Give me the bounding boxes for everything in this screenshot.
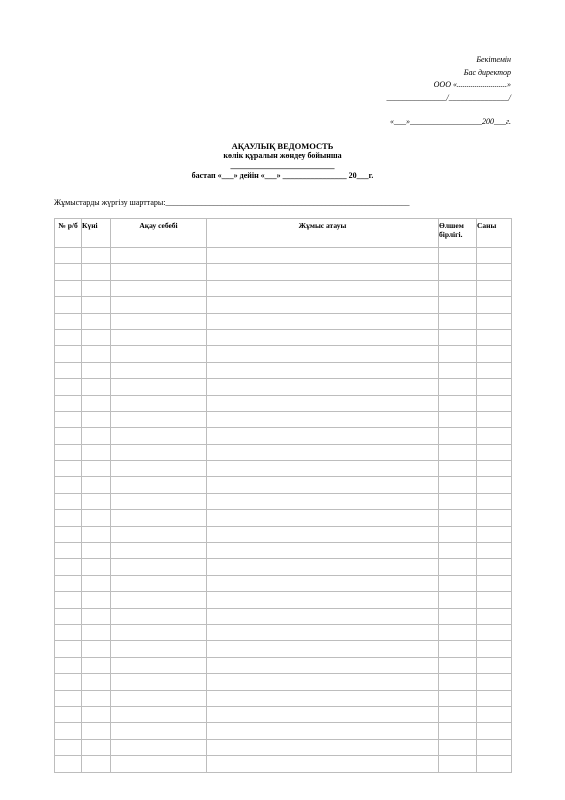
cell-work-name[interactable] bbox=[207, 510, 439, 526]
cell-date[interactable] bbox=[82, 559, 111, 575]
table-row bbox=[55, 379, 512, 395]
cell-work-name[interactable] bbox=[207, 395, 439, 411]
cell-number[interactable] bbox=[55, 264, 82, 280]
cell-number[interactable] bbox=[55, 641, 82, 657]
cell-defect-cause[interactable] bbox=[111, 559, 207, 575]
period-line: бастап «___» дейін «___» ________________ 20___г. bbox=[191, 171, 374, 180]
cell-number[interactable] bbox=[55, 756, 82, 772]
table-row bbox=[55, 739, 512, 755]
cell-work-name[interactable] bbox=[207, 379, 439, 395]
column-header-date: Күні bbox=[82, 219, 111, 248]
cell-number[interactable] bbox=[55, 723, 82, 739]
cell-date[interactable] bbox=[82, 313, 111, 329]
document-subtitle: көлік құралын жөндеу бойынша bbox=[223, 151, 342, 160]
cell-date[interactable] bbox=[82, 248, 111, 264]
approval-line-date: «___»__________________200___г. bbox=[389, 117, 511, 126]
cell-number[interactable] bbox=[55, 510, 82, 526]
cell-unit[interactable] bbox=[439, 641, 477, 657]
cell-date[interactable] bbox=[82, 280, 111, 296]
cell-number[interactable] bbox=[55, 739, 82, 755]
cell-work-name[interactable] bbox=[207, 461, 439, 477]
table-row bbox=[55, 428, 512, 444]
cell-date[interactable] bbox=[82, 657, 111, 673]
cell-work-name[interactable] bbox=[207, 723, 439, 739]
cell-work-name[interactable] bbox=[207, 674, 439, 690]
cell-quantity[interactable] bbox=[477, 592, 512, 608]
cell-number[interactable] bbox=[55, 461, 82, 477]
cell-date[interactable] bbox=[82, 510, 111, 526]
table-row bbox=[55, 329, 512, 345]
cell-work-name[interactable] bbox=[207, 411, 439, 427]
cell-defect-cause[interactable] bbox=[111, 477, 207, 493]
table-row bbox=[55, 543, 512, 559]
cell-defect-cause[interactable] bbox=[111, 756, 207, 772]
cell-unit[interactable] bbox=[439, 559, 477, 575]
cell-number[interactable] bbox=[55, 608, 82, 624]
cell-unit[interactable] bbox=[439, 575, 477, 591]
cell-work-name[interactable] bbox=[207, 329, 439, 345]
table-body bbox=[55, 248, 512, 773]
table-row bbox=[55, 641, 512, 657]
cell-quantity[interactable] bbox=[477, 297, 512, 313]
cell-unit[interactable] bbox=[439, 543, 477, 559]
cell-unit[interactable] bbox=[439, 657, 477, 673]
column-header-quantity: Саны bbox=[477, 219, 512, 248]
cell-unit[interactable] bbox=[439, 739, 477, 755]
cell-work-name[interactable] bbox=[207, 313, 439, 329]
table-row bbox=[55, 411, 512, 427]
cell-quantity[interactable] bbox=[477, 329, 512, 345]
cell-number[interactable] bbox=[55, 526, 82, 542]
cell-quantity[interactable] bbox=[477, 379, 512, 395]
cell-quantity[interactable] bbox=[477, 493, 512, 509]
cell-quantity[interactable] bbox=[477, 641, 512, 657]
cell-defect-cause[interactable] bbox=[111, 674, 207, 690]
cell-quantity[interactable] bbox=[477, 624, 512, 640]
approval-line-approve: Бекітемін bbox=[476, 55, 511, 64]
cell-date[interactable] bbox=[82, 608, 111, 624]
cell-date[interactable] bbox=[82, 362, 111, 378]
vehicle-blank-line: __________________________ bbox=[230, 161, 335, 170]
cell-defect-cause[interactable] bbox=[111, 657, 207, 673]
cell-quantity[interactable] bbox=[477, 248, 512, 264]
cell-number[interactable] bbox=[55, 395, 82, 411]
cell-quantity[interactable] bbox=[477, 526, 512, 542]
cell-defect-cause[interactable] bbox=[111, 510, 207, 526]
cell-quantity[interactable] bbox=[477, 280, 512, 296]
table-row bbox=[55, 477, 512, 493]
cell-number[interactable] bbox=[55, 280, 82, 296]
approval-line-signature: _______________/_______________/ bbox=[386, 92, 511, 102]
cell-work-name[interactable] bbox=[207, 592, 439, 608]
cell-date[interactable] bbox=[82, 477, 111, 493]
table-row bbox=[55, 346, 512, 362]
cell-quantity[interactable] bbox=[477, 395, 512, 411]
cell-defect-cause[interactable] bbox=[111, 592, 207, 608]
table-row bbox=[55, 264, 512, 280]
table-row bbox=[55, 461, 512, 477]
table-row bbox=[55, 444, 512, 460]
cell-quantity[interactable] bbox=[477, 575, 512, 591]
cell-defect-cause[interactable] bbox=[111, 723, 207, 739]
table-row bbox=[55, 592, 512, 608]
cell-defect-cause[interactable] bbox=[111, 379, 207, 395]
column-header-unit: Өлшем бірлігі. bbox=[439, 219, 477, 248]
cell-date[interactable] bbox=[82, 674, 111, 690]
cell-defect-cause[interactable] bbox=[111, 297, 207, 313]
cell-date[interactable] bbox=[82, 346, 111, 362]
cell-unit[interactable] bbox=[439, 362, 477, 378]
cell-date[interactable] bbox=[82, 329, 111, 345]
table-row bbox=[55, 723, 512, 739]
cell-work-name[interactable] bbox=[207, 362, 439, 378]
cell-unit[interactable] bbox=[439, 461, 477, 477]
cell-unit[interactable] bbox=[439, 395, 477, 411]
cell-number[interactable] bbox=[55, 428, 82, 444]
cell-defect-cause[interactable] bbox=[111, 313, 207, 329]
cell-defect-cause[interactable] bbox=[111, 526, 207, 542]
cell-work-name[interactable] bbox=[207, 624, 439, 640]
cell-number[interactable] bbox=[55, 379, 82, 395]
cell-number[interactable] bbox=[55, 297, 82, 313]
table-row bbox=[55, 690, 512, 706]
approval-block bbox=[387, 54, 511, 129]
cell-unit[interactable] bbox=[439, 264, 477, 280]
cell-number[interactable] bbox=[55, 444, 82, 460]
cell-number[interactable] bbox=[55, 706, 82, 722]
cell-quantity[interactable] bbox=[477, 723, 512, 739]
cell-unit[interactable] bbox=[439, 674, 477, 690]
cell-quantity[interactable] bbox=[477, 461, 512, 477]
cell-defect-cause[interactable] bbox=[111, 395, 207, 411]
approval-spacer bbox=[387, 104, 511, 116]
cell-quantity[interactable] bbox=[477, 313, 512, 329]
cell-number[interactable] bbox=[55, 411, 82, 427]
cell-date[interactable] bbox=[82, 592, 111, 608]
cell-quantity[interactable] bbox=[477, 346, 512, 362]
cell-defect-cause[interactable] bbox=[111, 444, 207, 460]
table-row bbox=[55, 493, 512, 509]
cell-quantity[interactable] bbox=[477, 510, 512, 526]
cell-work-name[interactable] bbox=[207, 706, 439, 722]
cell-quantity[interactable] bbox=[477, 706, 512, 722]
defect-table bbox=[54, 218, 512, 773]
cell-defect-cause[interactable] bbox=[111, 461, 207, 477]
cell-unit[interactable] bbox=[439, 428, 477, 444]
cell-unit[interactable] bbox=[439, 313, 477, 329]
cell-quantity[interactable] bbox=[477, 444, 512, 460]
cell-work-name[interactable] bbox=[207, 280, 439, 296]
cell-unit[interactable] bbox=[439, 706, 477, 722]
cell-defect-cause[interactable] bbox=[111, 739, 207, 755]
cell-work-name[interactable] bbox=[207, 543, 439, 559]
table-row bbox=[55, 559, 512, 575]
cell-quantity[interactable] bbox=[477, 362, 512, 378]
cell-work-name[interactable] bbox=[207, 346, 439, 362]
cell-work-name[interactable] bbox=[207, 493, 439, 509]
table-row bbox=[55, 756, 512, 772]
cell-work-name[interactable] bbox=[207, 657, 439, 673]
cell-number[interactable] bbox=[55, 657, 82, 673]
cell-quantity[interactable] bbox=[477, 477, 512, 493]
cell-quantity[interactable] bbox=[477, 543, 512, 559]
cell-unit[interactable] bbox=[439, 723, 477, 739]
cell-quantity[interactable] bbox=[477, 411, 512, 427]
column-header-number: № р/б bbox=[55, 219, 82, 248]
cell-date[interactable] bbox=[82, 379, 111, 395]
cell-quantity[interactable] bbox=[477, 739, 512, 755]
cell-number[interactable] bbox=[55, 559, 82, 575]
cell-work-name[interactable] bbox=[207, 444, 439, 460]
cell-unit[interactable] bbox=[439, 346, 477, 362]
cell-work-name[interactable] bbox=[207, 297, 439, 313]
table-header-row bbox=[55, 219, 512, 248]
cell-defect-cause[interactable] bbox=[111, 624, 207, 640]
cell-unit[interactable] bbox=[439, 592, 477, 608]
cell-work-name[interactable] bbox=[207, 559, 439, 575]
cell-date[interactable] bbox=[82, 264, 111, 280]
cell-unit[interactable] bbox=[439, 329, 477, 345]
cell-date[interactable] bbox=[82, 690, 111, 706]
cell-unit[interactable] bbox=[439, 624, 477, 640]
cell-unit[interactable] bbox=[439, 379, 477, 395]
cell-unit[interactable] bbox=[439, 477, 477, 493]
cell-defect-cause[interactable] bbox=[111, 690, 207, 706]
cell-quantity[interactable] bbox=[477, 657, 512, 673]
table-row bbox=[55, 575, 512, 591]
table-row bbox=[55, 362, 512, 378]
cell-work-name[interactable] bbox=[207, 690, 439, 706]
cell-unit[interactable] bbox=[439, 526, 477, 542]
cell-quantity[interactable] bbox=[477, 428, 512, 444]
cell-date[interactable] bbox=[82, 575, 111, 591]
cell-defect-cause[interactable] bbox=[111, 248, 207, 264]
cell-unit[interactable] bbox=[439, 756, 477, 772]
cell-unit[interactable] bbox=[439, 690, 477, 706]
cell-number[interactable] bbox=[55, 248, 82, 264]
table-row bbox=[55, 280, 512, 296]
cell-date[interactable] bbox=[82, 723, 111, 739]
cell-work-name[interactable] bbox=[207, 477, 439, 493]
column-header-defect-cause: Ақау себебі bbox=[111, 219, 207, 248]
table-row bbox=[55, 624, 512, 640]
cell-work-name[interactable] bbox=[207, 575, 439, 591]
work-conditions-line: Жұмыстарды жүргізу шарттары:_____________________________________________________________ bbox=[54, 198, 410, 207]
cell-date[interactable] bbox=[82, 461, 111, 477]
cell-unit[interactable] bbox=[439, 280, 477, 296]
cell-defect-cause[interactable] bbox=[111, 280, 207, 296]
cell-date[interactable] bbox=[82, 444, 111, 460]
cell-work-name[interactable] bbox=[207, 526, 439, 542]
cell-date[interactable] bbox=[82, 706, 111, 722]
cell-date[interactable] bbox=[82, 297, 111, 313]
cell-quantity[interactable] bbox=[477, 264, 512, 280]
cell-date[interactable] bbox=[82, 739, 111, 755]
cell-date[interactable] bbox=[82, 395, 111, 411]
table-row bbox=[55, 395, 512, 411]
cell-number[interactable] bbox=[55, 690, 82, 706]
cell-number[interactable] bbox=[55, 592, 82, 608]
cell-date[interactable] bbox=[82, 493, 111, 509]
approval-line-company: ООО «.........................» bbox=[433, 80, 511, 89]
cell-number[interactable] bbox=[55, 624, 82, 640]
cell-defect-cause[interactable] bbox=[111, 362, 207, 378]
cell-date[interactable] bbox=[82, 641, 111, 657]
cell-unit[interactable] bbox=[439, 510, 477, 526]
cell-defect-cause[interactable] bbox=[111, 411, 207, 427]
cell-unit[interactable] bbox=[439, 493, 477, 509]
cell-quantity[interactable] bbox=[477, 559, 512, 575]
cell-defect-cause[interactable] bbox=[111, 575, 207, 591]
cell-quantity[interactable] bbox=[477, 690, 512, 706]
cell-defect-cause[interactable] bbox=[111, 346, 207, 362]
cell-unit[interactable] bbox=[439, 297, 477, 313]
cell-defect-cause[interactable] bbox=[111, 641, 207, 657]
cell-defect-cause[interactable] bbox=[111, 493, 207, 509]
cell-quantity[interactable] bbox=[477, 674, 512, 690]
table-row bbox=[55, 526, 512, 542]
cell-number[interactable] bbox=[55, 493, 82, 509]
cell-date[interactable] bbox=[82, 756, 111, 772]
cell-unit[interactable] bbox=[439, 444, 477, 460]
cell-defect-cause[interactable] bbox=[111, 428, 207, 444]
cell-work-name[interactable] bbox=[207, 756, 439, 772]
table-row bbox=[55, 248, 512, 264]
column-header-work-name: Жұмыс атауы bbox=[207, 219, 439, 248]
cell-number[interactable] bbox=[55, 543, 82, 559]
cell-number[interactable] bbox=[55, 477, 82, 493]
cell-date[interactable] bbox=[82, 526, 111, 542]
cell-work-name[interactable] bbox=[207, 641, 439, 657]
document-heading bbox=[0, 141, 565, 181]
cell-number[interactable] bbox=[55, 674, 82, 690]
cell-unit[interactable] bbox=[439, 411, 477, 427]
cell-work-name[interactable] bbox=[207, 248, 439, 264]
table-row bbox=[55, 297, 512, 313]
cell-defect-cause[interactable] bbox=[111, 706, 207, 722]
cell-work-name[interactable] bbox=[207, 428, 439, 444]
cell-work-name[interactable] bbox=[207, 608, 439, 624]
cell-defect-cause[interactable] bbox=[111, 608, 207, 624]
cell-quantity[interactable] bbox=[477, 756, 512, 772]
cell-date[interactable] bbox=[82, 543, 111, 559]
cell-number[interactable] bbox=[55, 362, 82, 378]
cell-defect-cause[interactable] bbox=[111, 329, 207, 345]
cell-date[interactable] bbox=[82, 428, 111, 444]
approval-line-position: Бас директор bbox=[463, 67, 511, 77]
cell-work-name[interactable] bbox=[207, 739, 439, 755]
cell-number[interactable] bbox=[55, 313, 82, 329]
table-row bbox=[55, 608, 512, 624]
cell-unit[interactable] bbox=[439, 248, 477, 264]
table-row bbox=[55, 510, 512, 526]
cell-number[interactable] bbox=[55, 346, 82, 362]
cell-date[interactable] bbox=[82, 624, 111, 640]
table-row bbox=[55, 674, 512, 690]
cell-unit[interactable] bbox=[439, 608, 477, 624]
cell-number[interactable] bbox=[55, 575, 82, 591]
cell-defect-cause[interactable] bbox=[111, 543, 207, 559]
table-row bbox=[55, 313, 512, 329]
cell-number[interactable] bbox=[55, 329, 82, 345]
table-row bbox=[55, 706, 512, 722]
cell-quantity[interactable] bbox=[477, 608, 512, 624]
table-row bbox=[55, 657, 512, 673]
document-title: АҚАУЛЫҚ ВЕДОМОСТЬ bbox=[231, 141, 334, 151]
cell-date[interactable] bbox=[82, 411, 111, 427]
cell-defect-cause[interactable] bbox=[111, 264, 207, 280]
cell-work-name[interactable] bbox=[207, 264, 439, 280]
